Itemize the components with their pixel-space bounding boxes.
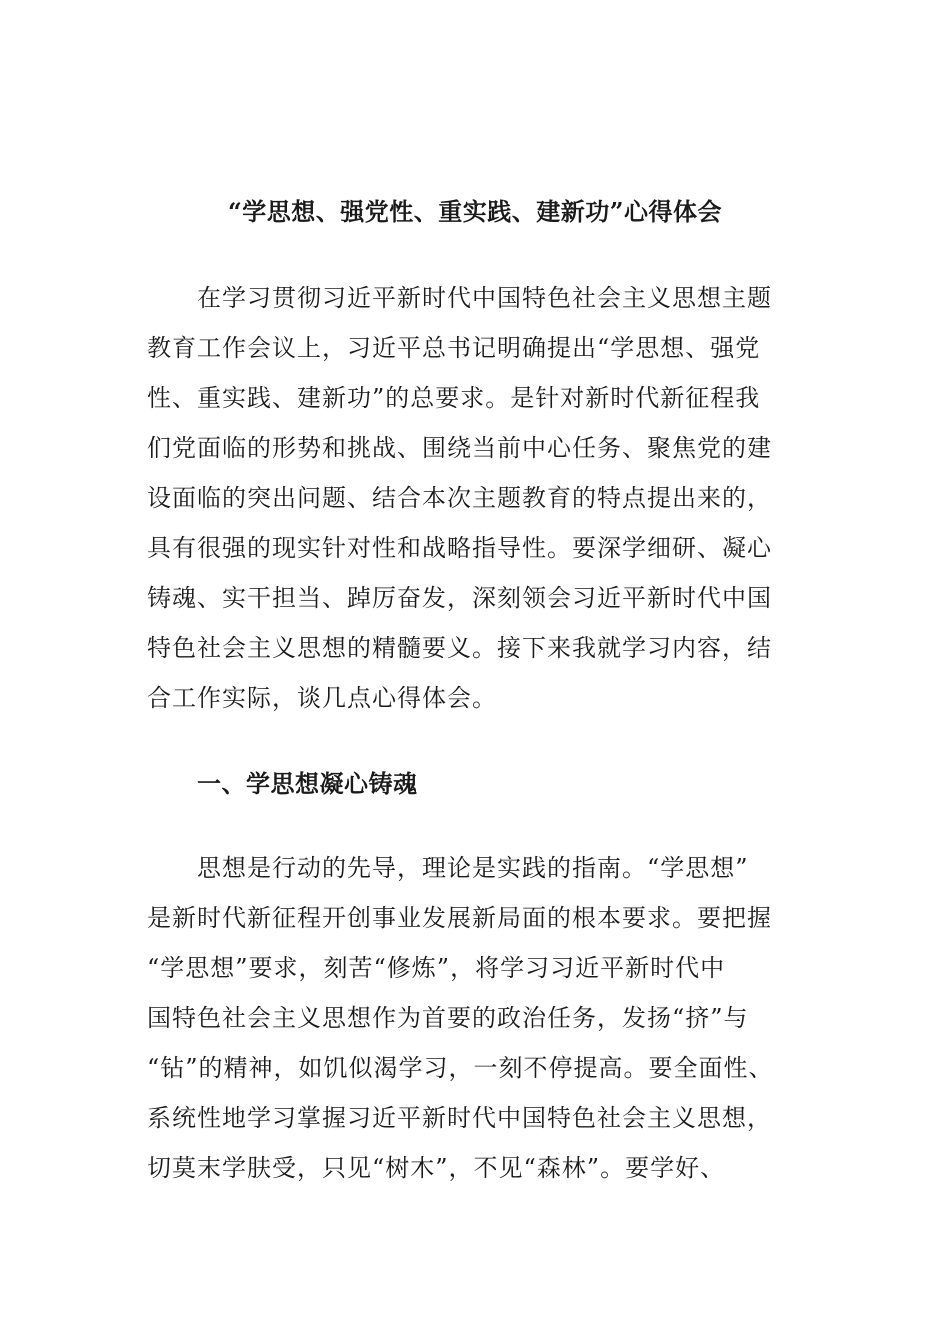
paragraph-line: 设面临的突出问题、结合本次主题教育的特点提出来的， xyxy=(147,484,772,512)
document-title: “学思想、强党性、重实践、建新功”心得体会 xyxy=(227,197,723,226)
paragraph-line: 特色社会主义思想的精髓要义。接下来我就学习内容，结 xyxy=(147,634,772,662)
paragraph-line: 合工作实际，谈几点心得体会。 xyxy=(147,684,497,712)
paragraph-line: 国特色社会主义思想作为首要的政治任务，发扬“挤”与 xyxy=(147,1004,749,1032)
paragraph-line: 们党面临的形势和挑战、围绕当前中心任务、聚焦党的建 xyxy=(147,434,772,462)
paragraph-line: “学思想”要求，刻苦“修炼”，将学习习近平新时代中 xyxy=(147,954,726,982)
paragraph-line: 切莫末学肤受，只见“树木”，不见“森林”。要学好、 xyxy=(147,1154,726,1182)
paragraph-line: 系统性地学习掌握习近平新时代中国特色社会主义思想， xyxy=(147,1104,772,1132)
paragraph-line: 是新时代新征程开创事业发展新局面的根本要求。要把握 xyxy=(147,904,772,932)
paragraph-line: 性、重实践、建新功”的总要求。是针对新时代新征程我 xyxy=(147,384,761,412)
paragraph-line: 思想是行动的先导，理论是实践的指南。“学思想” xyxy=(197,854,749,882)
paragraph-line: 教育工作会议上，习近平总书记明确提出“学思想、强党 xyxy=(147,334,761,362)
paragraph-line: 铸魂、实干担当、踔厉奋发，深刻领会习近平新时代中国 xyxy=(147,584,772,612)
paragraph-line: 在学习贯彻习近平新时代中国特色社会主义思想主题 xyxy=(197,284,772,312)
paragraph-line: “钻”的精神，如饥似渴学习，一刻不停提高。要全面性、 xyxy=(147,1054,774,1082)
section-heading: 一、学思想凝心铸魂 xyxy=(197,769,418,798)
paragraph-line: 具有很强的现实针对性和战略指导性。要深学细研、凝心 xyxy=(147,534,772,562)
